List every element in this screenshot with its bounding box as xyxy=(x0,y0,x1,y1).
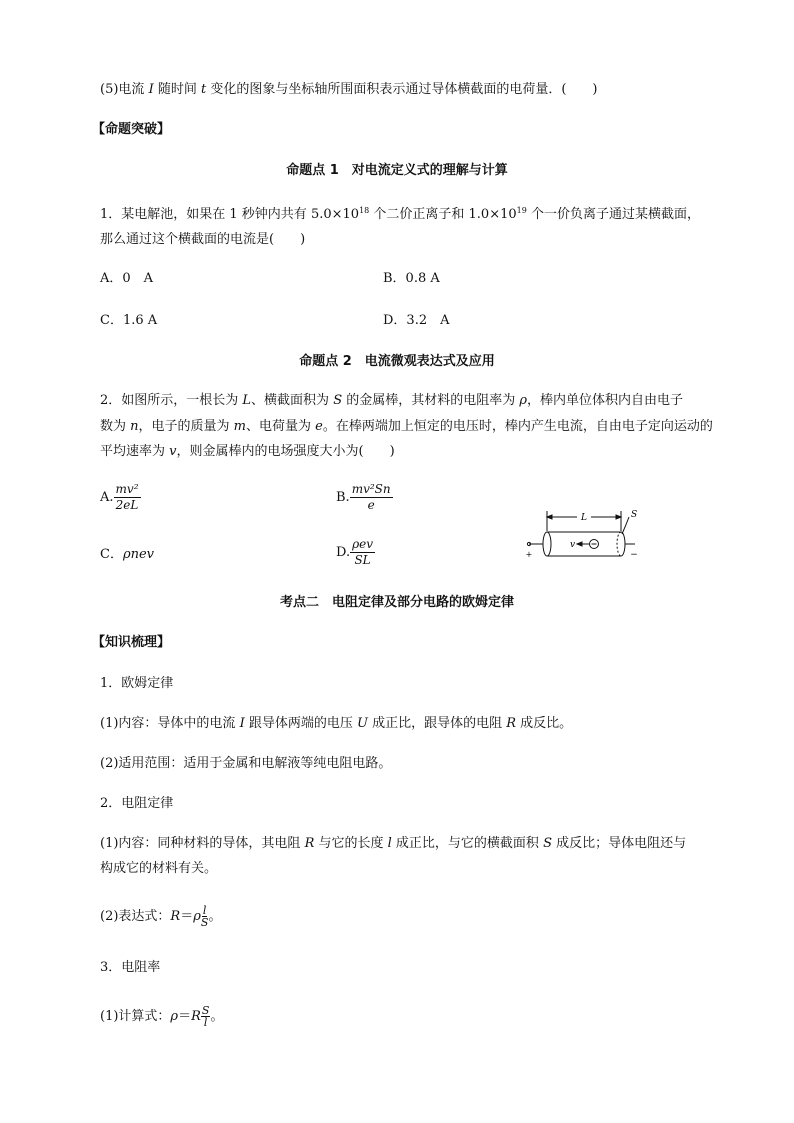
question-1-line-2: 那么通过这个横截面的电流是( ) xyxy=(100,232,306,247)
question-2-line-2: 数为 n，电子的质量为 m、电荷量为 e。在棒两端加上恒定的电压时，棒内产生电流，自由电子定向运动的 xyxy=(100,419,713,434)
q2-option-c[interactable]: C．ρnev xyxy=(100,547,155,562)
knowledge-title-3: 3．电阻率 xyxy=(100,960,161,975)
section-heading-knowledge: 【知识梳理】 xyxy=(92,635,171,650)
intro-item-5: (5)电流 I 随时间 t 变化的图象与坐标轴所围面积表示通过导体横截面的电荷量．( ) xyxy=(100,82,598,97)
plus-icon: + xyxy=(525,550,533,559)
knowledge-2-item-2: (2)表达式：R＝ρ $\frac{l}{S}$ 。 xyxy=(100,904,222,929)
label-L: L xyxy=(581,513,587,523)
label-v: v xyxy=(570,540,576,550)
topic-heading-2: 命题点 2 电流微观表达式及应用 xyxy=(299,354,495,369)
knowledge-2-item-1-line-2: 构成它的材料有关。 xyxy=(100,861,218,876)
knowledge-2-item-1-line-1: (1)内容：同种材料的导体，其电阻 R 与它的长度 l 成正比，与它的横截面积 S 成反比；导体电阻还与 xyxy=(100,836,687,851)
minus-icon: − xyxy=(630,550,638,560)
topic-heading-1: 命题点 1 对电流定义式的理解与计算 xyxy=(286,163,508,178)
q2-option-a[interactable]: A. $\frac{\text{mv²}}{2eL}$ xyxy=(100,482,139,512)
knowledge-1-item-2: (2)适用范围：适用于金属和电解液等纯电阻电路。 xyxy=(100,756,392,771)
fraction: $\frac{S}{l}$ xyxy=(201,1004,210,1029)
knowledge-1-item-1: (1)内容：导体中的电流 I 跟导体两端的电压 U 成正比，跟导体的电阻 R 成反比。 xyxy=(100,716,573,731)
fraction: $\frac{\text{ρev}}{SL}$ xyxy=(352,537,374,567)
metal-rod-figure xyxy=(525,505,645,561)
question-1-line-1: 1．某电解池，如果在 1 秒钟内共有 $5.0\times 10^{18}$ 个二价正离子和 $1.0\times 10^{19}$ 个一价负离子通过某横截面， xyxy=(100,206,700,222)
q2-option-b[interactable]: B. $\frac{\text{mv²Sn}}{e}$ xyxy=(336,482,391,512)
question-2-line-3: 平均速率为 v，则金属棒内的电场强度大小为( ) xyxy=(100,444,395,459)
label-S: S xyxy=(631,510,638,520)
knowledge-3-item-1: (1)计算式：ρ＝R $\frac{S}{l}$ 。 xyxy=(100,1004,224,1029)
q1-option-a[interactable]: A．0 A xyxy=(100,271,154,286)
q1-option-d[interactable]: D．3.2 A xyxy=(383,313,450,328)
q1-option-b[interactable]: B．0.8 A xyxy=(383,271,440,286)
fraction: $\frac{\text{mv²}}{2eL}$ xyxy=(115,482,139,512)
knowledge-title-1: 1．欧姆定律 xyxy=(100,676,174,691)
kaodian-heading-2: 考点二 电阻定律及部分电路的欧姆定律 xyxy=(279,595,514,610)
fraction: $\frac{l}{S}$ xyxy=(200,904,209,929)
q1-option-c[interactable]: C．1.6 A xyxy=(100,313,158,328)
q2-option-d[interactable]: D. $\frac{\text{ρev}}{SL}$ xyxy=(336,537,374,567)
fraction: $\frac{\text{mv²Sn}}{e}$ xyxy=(351,482,391,512)
knowledge-title-2: 2．电阻定律 xyxy=(100,796,174,811)
section-heading-breakthrough: 【命题突破】 xyxy=(92,122,171,137)
question-2-line-1: 2．如图所示，一根长为 L、横截面积为 S 的金属棒，其材料的电阻率为 ρ，棒内单位体积内自由电子 xyxy=(100,393,684,408)
